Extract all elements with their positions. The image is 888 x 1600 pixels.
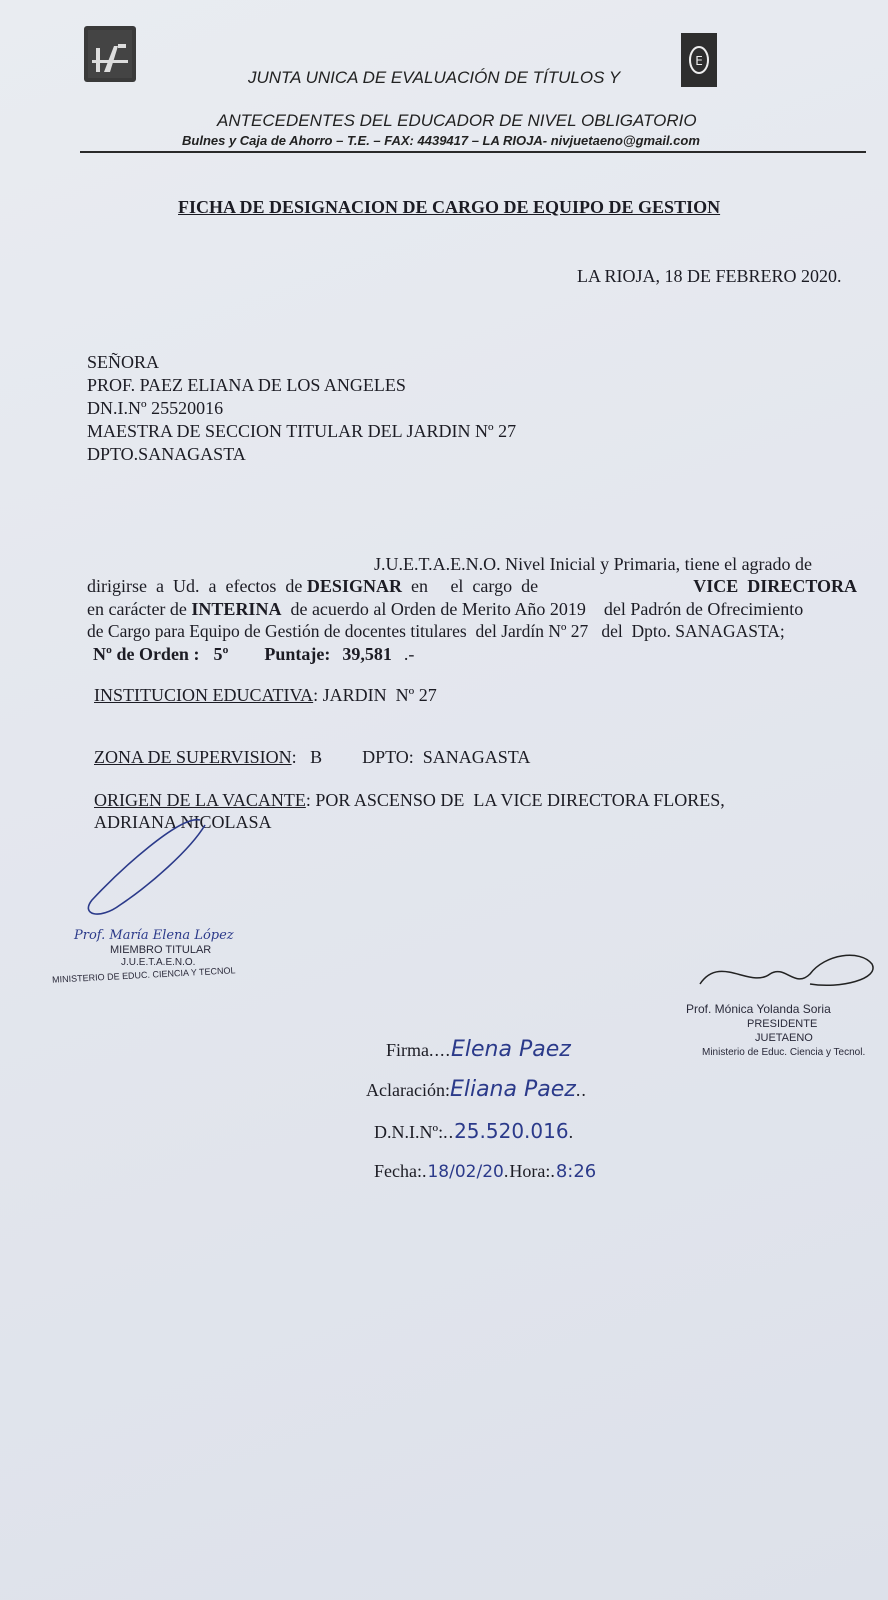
- right-stamp-ministry: Ministerio de Educ. Ciencia y Tecnol.: [702, 1047, 866, 1058]
- hora-label: Hora:: [509, 1161, 551, 1181]
- fecha-label: Fecha:: [374, 1161, 422, 1181]
- firma-field: Firma....Elena Paez: [386, 1037, 571, 1062]
- institucion-line: [94, 684, 437, 707]
- addressee-salutation: SEÑORA: [87, 352, 160, 372]
- orden-label: Nº de Orden :: [93, 644, 200, 664]
- body-line-1: J.U.E.T.A.E.N.O. Nivel Inicial y Primaria, tiene el agrado de: [374, 554, 813, 574]
- firma-label: Firma: [386, 1040, 429, 1060]
- body-text: en carácter de: [87, 599, 192, 619]
- signature-scribble-left: [80, 810, 220, 930]
- orden-puntaje-line: [93, 643, 414, 666]
- body-text: dirigirse a Ud. a efectos de: [87, 576, 307, 596]
- addressee-dni: DN.I.Nº 25520016: [87, 398, 224, 418]
- header-line-1: JUNTA UNICA DE EVALUACIÓN DE TÍTULOS Y: [248, 68, 621, 87]
- signature-scribble-right: [690, 944, 880, 1004]
- addressee-name: PROF. PAEZ ELIANA DE LOS ANGELES: [87, 375, 406, 395]
- left-stamp-signature: Prof. María Elena López: [74, 928, 234, 943]
- left-stamp-line-2: J.U.E.T.A.E.N.O.: [121, 957, 196, 968]
- zona-label: ZONA DE SUPERVISION: [94, 747, 292, 767]
- body-emphasis-cargo: VICE DIRECTORA: [693, 576, 857, 596]
- zona-line: [94, 746, 530, 769]
- institution-logo-left: [84, 26, 136, 82]
- addressee-department: DPTO.SANAGASTA: [87, 444, 246, 464]
- origen-line: [94, 789, 725, 812]
- aclaracion-value: Eliana Paez: [449, 1077, 576, 1102]
- addressee-position: MAESTRA DE SECCION TITULAR DEL JARDIN Nº 27: [87, 421, 517, 441]
- institucion-value: : JARDIN Nº 27: [313, 685, 437, 705]
- body-line-3: [87, 598, 803, 621]
- body-line-4: de Cargo para Equipo de Gestión de docentes titulares del Jardín Nº 27 del Dpto. SANAGASTA;: [87, 621, 785, 641]
- fecha-field: Fecha:.18/02/20.Hora:.8:26: [374, 1161, 597, 1182]
- origen-label: ORIGEN DE LA VACANTE: [94, 790, 306, 810]
- header-contact-line: Bulnes y Caja de Ahorro – T.E. – FAX: 4439417 – LA RIOJA- nivjuetaeno@gmail.com: [182, 133, 700, 148]
- dni-field: D.N.I.Nº:..25.520.016.: [374, 1119, 575, 1143]
- svg-text:E: E: [695, 54, 703, 68]
- puntaje-value: 39,581: [342, 644, 392, 664]
- firma-value: Elena Paez: [451, 1037, 571, 1062]
- puntaje-suffix: .-: [403, 644, 415, 664]
- right-stamp-title: PRESIDENTE: [747, 1018, 818, 1030]
- body-text: en el cargo de: [401, 576, 539, 596]
- document-title: FICHA DE DESIGNACION DE CARGO DE EQUIPO DE GESTION: [178, 197, 721, 217]
- left-stamp-line-1: MIEMBRO TITULAR: [110, 944, 212, 956]
- aclaracion-field: Aclaración:Eliana Paez..: [366, 1077, 587, 1102]
- institution-logo-right: [681, 33, 717, 87]
- dni-label: D.N.I.Nº:: [374, 1122, 444, 1142]
- fecha-value: 18/02/20: [427, 1162, 504, 1182]
- origen-value: : POR ASCENSO DE LA VICE DIRECTORA FLORES,: [305, 790, 725, 810]
- body-emphasis-designar: DESIGNAR: [306, 576, 402, 596]
- right-stamp-org: JUETAENO: [755, 1032, 813, 1044]
- document-date: LA RIOJA, 18 DE FEBRERO 2020.: [577, 266, 842, 286]
- right-stamp-name: Prof. Mónica Yolanda Soria: [686, 1002, 831, 1016]
- zona-dpto: DPTO: SANAGASTA: [362, 747, 531, 767]
- aclaracion-label: Aclaración:: [366, 1080, 450, 1100]
- left-stamp-line-3: MINISTERIO DE EDUC. CIENCIA Y TECNOL: [51, 965, 236, 985]
- puntaje-label: Puntaje:: [264, 644, 331, 664]
- header-divider: [80, 151, 866, 153]
- dni-value: 25.520.016: [454, 1119, 569, 1143]
- body-line-2: [87, 575, 857, 598]
- orden-value: 5º: [213, 644, 229, 664]
- hora-value: 8:26: [555, 1161, 597, 1182]
- institucion-label: INSTITUCION EDUCATIVA: [94, 685, 314, 705]
- header-line-2: ANTECEDENTES DEL EDUCADOR DE NIVEL OBLIGATORIO: [217, 111, 697, 130]
- body-emphasis-interina: INTERINA: [191, 599, 282, 619]
- zona-value: : B: [291, 747, 323, 767]
- body-text: de acuerdo al Orden de Merito Año 2019 del Padrón de Ofrecimiento: [281, 599, 804, 619]
- origen-line-2: ADRIANA NICOLASA: [94, 812, 272, 832]
